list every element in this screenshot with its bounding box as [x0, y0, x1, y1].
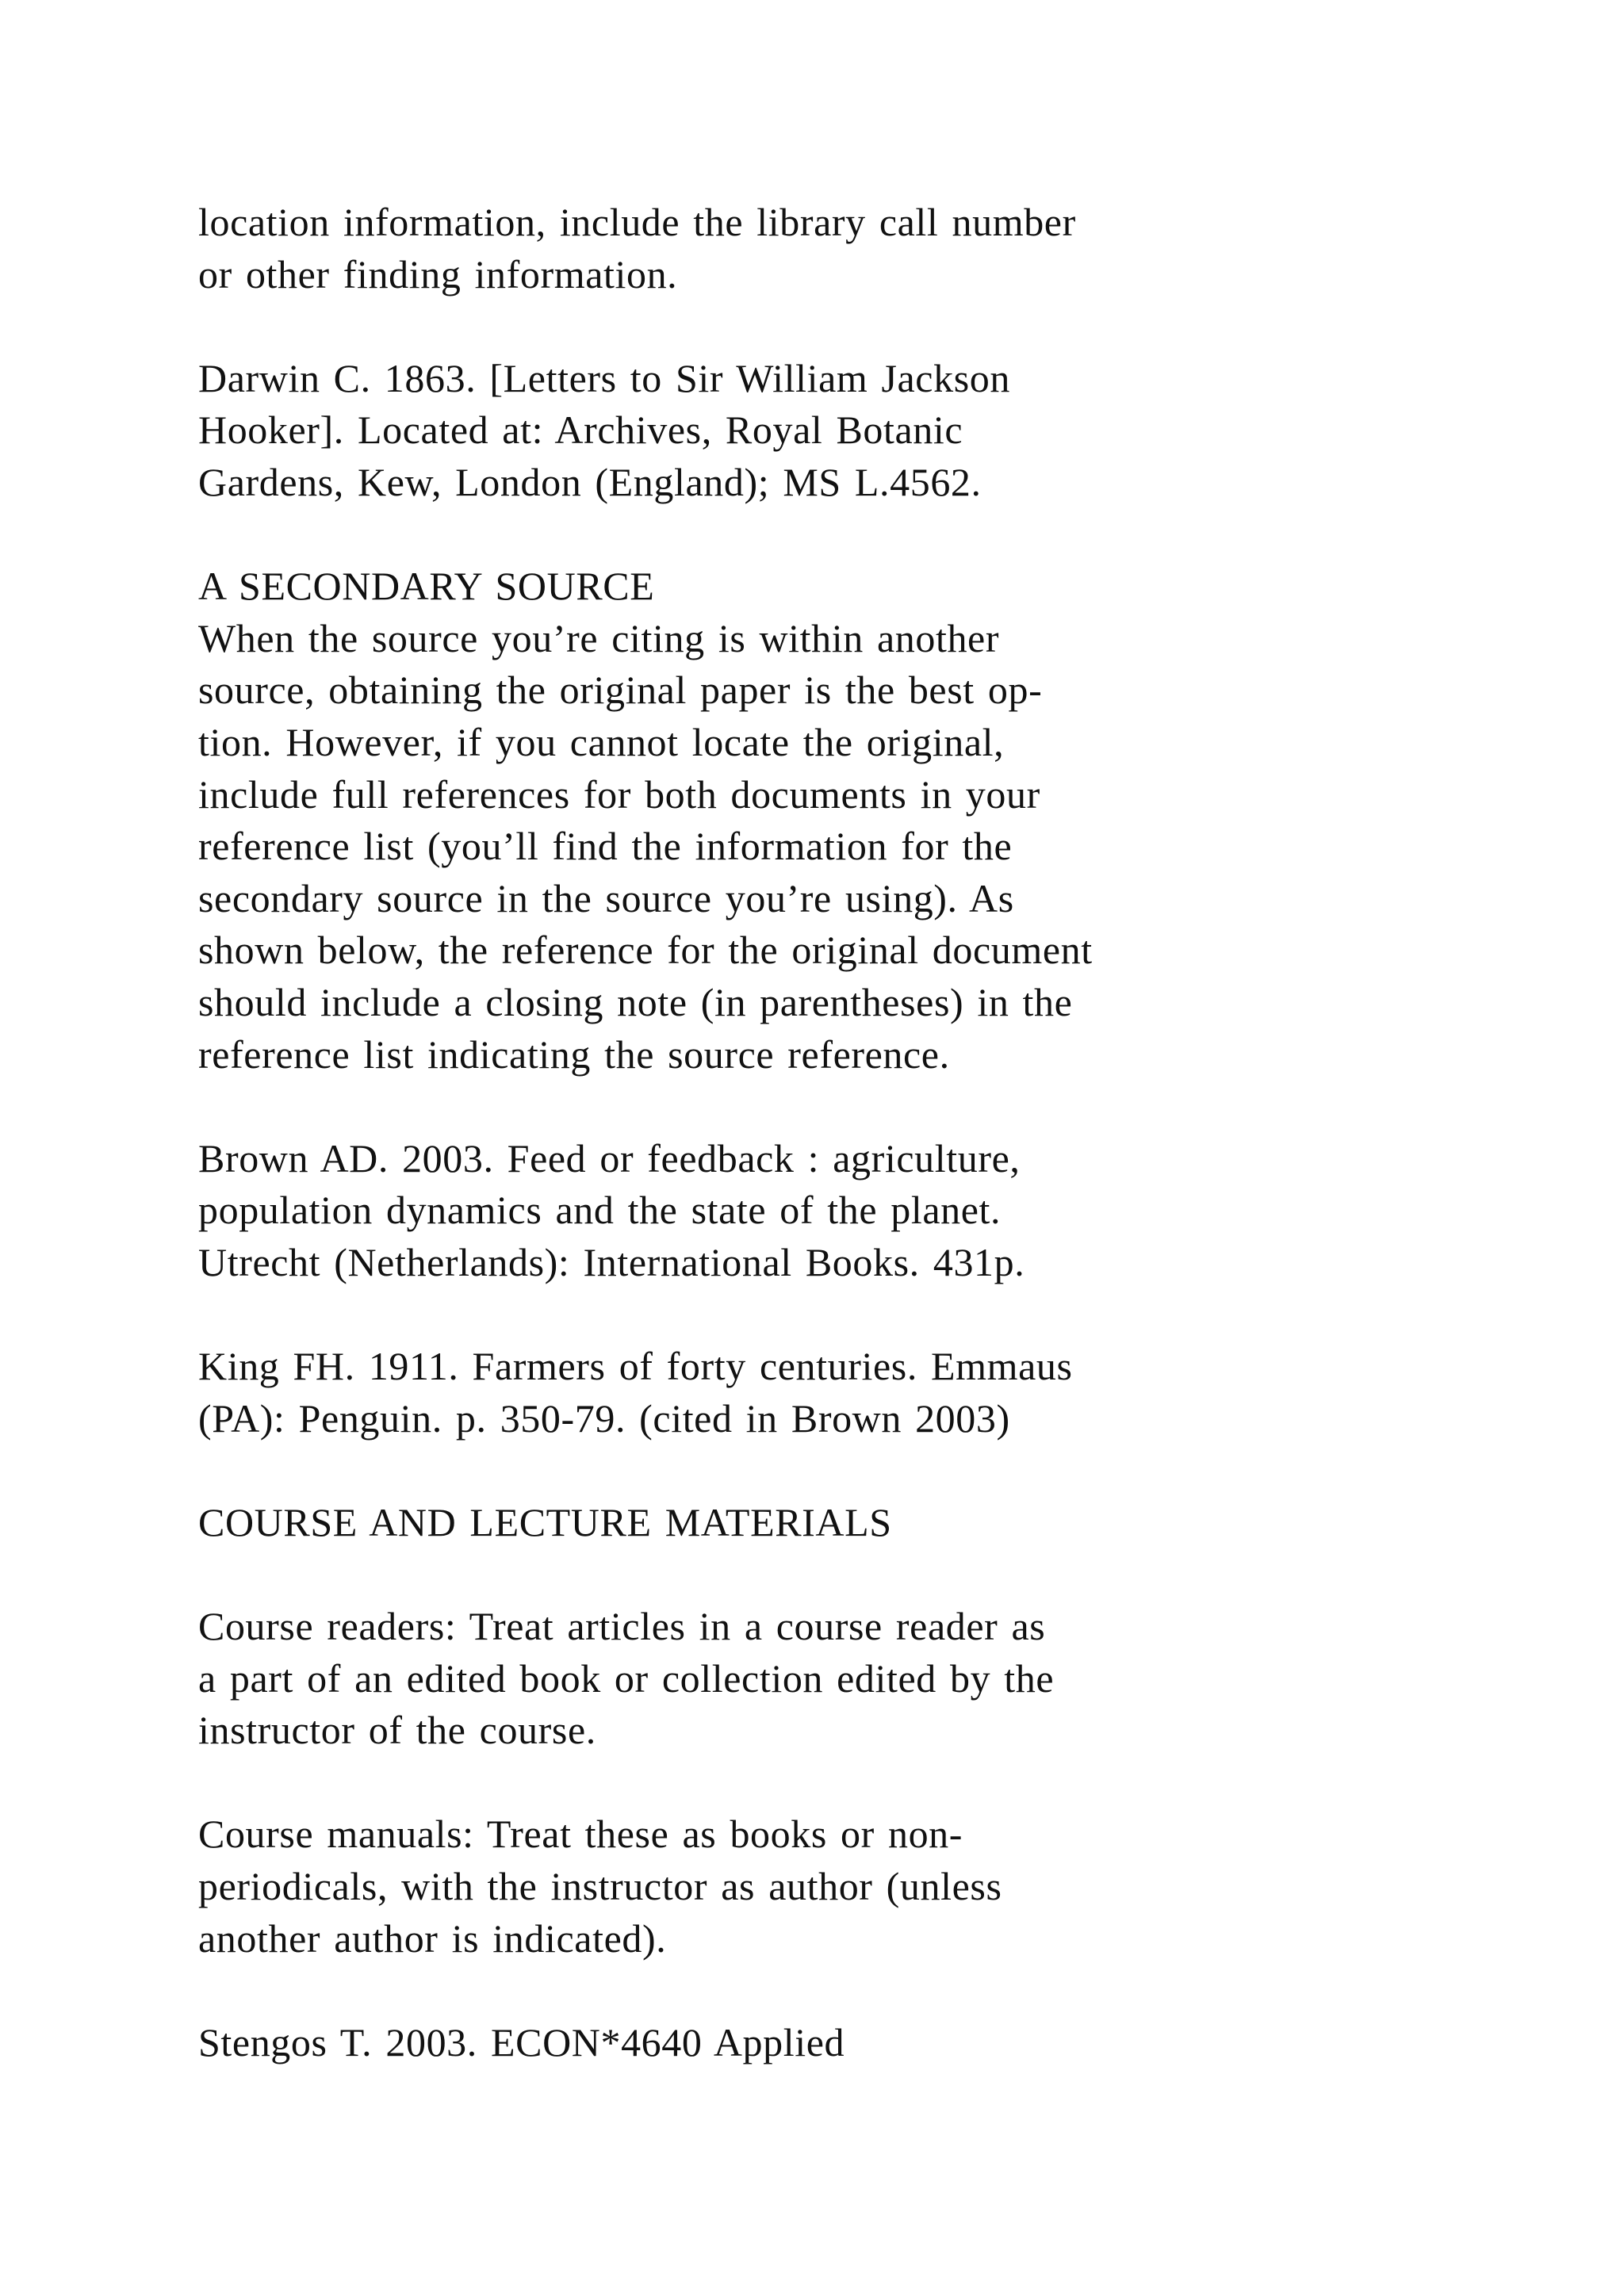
text-line: location information, include the library call number [198, 200, 1076, 244]
paragraph-gap [198, 1548, 1507, 1601]
text-line: or other finding information. [198, 251, 678, 297]
reference-line: Gardens, Kew, London (England); MS L.4562. [198, 459, 982, 504]
text-line: instructor of the course. [198, 1708, 596, 1753]
text-line: secondary source in the source you’re using). As [198, 875, 1014, 920]
paragraph-gap [198, 300, 1507, 353]
text-line: shown below, the reference for the original document [198, 928, 1093, 973]
paragraph-gap [198, 1288, 1507, 1341]
paragraph-gap [198, 1445, 1507, 1497]
text-line: Course readers: Treat articles in a course reader as [198, 1604, 1046, 1649]
text-line: When the source you’re citing is within another [198, 615, 1000, 660]
section-heading: COURSE AND LECTURE MATERIALS [198, 1499, 892, 1544]
text-line: Course manuals: Treat these as books or non- [198, 1812, 963, 1857]
paragraph-gap [198, 1081, 1507, 1133]
text-line: reference list (you’ll find the information for the [198, 824, 1013, 869]
text-line: periodicals, with the instructor as author (unless [198, 1864, 1002, 1908]
paragraph-gap [198, 1965, 1507, 2017]
text-line: include full references for both documents in your [198, 771, 1040, 817]
reference-line: King FH. 1911. Farmers of forty centuries. Emmaus [198, 1344, 1073, 1389]
reference-line: Brown AD. 2003. Feed or feedback : agriculture, [198, 1135, 1021, 1181]
paragraph-gap [198, 509, 1507, 561]
text-line: a part of an edited book or collection edited by the [198, 1655, 1055, 1701]
text-line: source, obtaining the original paper is the best op- [198, 668, 1043, 713]
document-page [198, 197, 1507, 2068]
reference-line: Hooker]. Located at: Archives, Royal Botanic [198, 408, 963, 453]
reference-line: (PA): Penguin. p. 350-79. (cited in Brown 2003) [198, 1395, 1010, 1441]
text-line: tion. However, if you cannot locate the original, [198, 719, 1005, 764]
reference-line: Utrecht (Netherlands): International Books. 431p. [198, 1239, 1025, 1284]
paragraph-gap [198, 1757, 1507, 1809]
text-line: another author is indicated). [198, 1915, 667, 1961]
text-line: reference list indicating the source reference. [198, 1031, 950, 1077]
reference-line: population dynamics and the state of the planet. [198, 1188, 1002, 1233]
text-line: should include a closing note (in parentheses) in the [198, 979, 1073, 1024]
reference-line: Darwin C. 1863. [Letters to Sir William Jackson [198, 355, 1010, 400]
reference-line: Stengos T. 2003. ECON*4640 Applied [198, 2019, 845, 2064]
section-heading: A SECONDARY SOURCE [198, 564, 655, 609]
